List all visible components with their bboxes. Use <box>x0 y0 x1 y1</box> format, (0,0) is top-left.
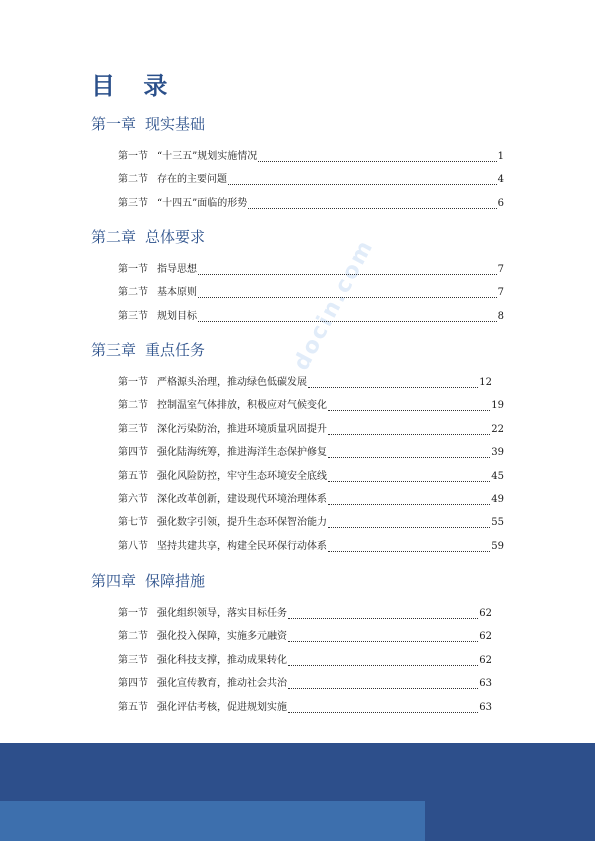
toc-entry[interactable] <box>118 421 504 437</box>
chapter-heading[interactable] <box>91 340 205 360</box>
section-title: 强化数字引领，提升生态环保智治能力 <box>157 517 327 529</box>
section-title: 强化陆海统筹，推进海洋生态保护修复 <box>157 447 327 459</box>
page-title: 目 录 <box>91 72 178 100</box>
section-title: 指导思想 <box>157 264 197 275</box>
section-number: 第一节 <box>118 608 148 619</box>
section-title: 强化风险防控，牢守生态环境安全底线 <box>157 470 327 482</box>
section-number: 第四节 <box>118 678 148 690</box>
toc-entry[interactable] <box>118 148 504 164</box>
section-number: 第一节 <box>118 151 148 162</box>
toc-entry[interactable] <box>118 605 492 621</box>
page-number: 49 <box>491 494 504 505</box>
dot-leader <box>198 289 497 298</box>
page-number: 62 <box>479 631 492 643</box>
dot-leader <box>328 519 490 528</box>
dot-leader <box>328 473 490 482</box>
toc-entry[interactable] <box>118 628 492 644</box>
page-number: 7 <box>497 287 504 299</box>
chapter-title: 总体要求 <box>145 228 206 246</box>
dot-leader <box>328 496 490 505</box>
section-number: 第二节 <box>118 400 148 412</box>
section-number: 第三节 <box>118 423 148 435</box>
toc-entry[interactable] <box>118 374 492 390</box>
page-number: 62 <box>479 654 492 666</box>
dot-leader <box>328 449 490 458</box>
section-title: 坚持共建共享，构建全民环保行动体系 <box>157 540 327 552</box>
section-title: 严格源头治理，推动绿色低碳发展 <box>157 377 307 388</box>
chapter-title: 重点任务 <box>145 341 206 359</box>
dot-leader <box>248 200 496 209</box>
section-title: “十四五”面临的形势 <box>157 197 248 209</box>
dot-leader <box>288 610 478 619</box>
toc-entry[interactable] <box>118 171 504 187</box>
toc-entry[interactable] <box>118 514 504 530</box>
section-title: 强化投入保障，实施多元融资 <box>157 631 287 643</box>
section-number: 第三节 <box>118 310 148 322</box>
chapter-title: 保障措施 <box>145 572 206 590</box>
toc-entry[interactable] <box>118 652 492 668</box>
section-number: 第七节 <box>118 517 148 529</box>
section-title: 基本原则 <box>157 287 197 299</box>
page-number: 45 <box>491 470 504 482</box>
page-number: 55 <box>491 517 504 529</box>
toc-entry[interactable] <box>118 444 504 460</box>
chapter-heading[interactable] <box>91 571 205 591</box>
page-number: 22 <box>491 423 504 435</box>
chapter-number: 第一章 <box>91 115 137 133</box>
chapter-heading[interactable] <box>91 227 205 247</box>
toc-entry[interactable] <box>118 261 504 277</box>
dot-leader <box>288 680 478 689</box>
page-number: 12 <box>479 377 492 388</box>
dot-leader <box>288 657 478 666</box>
page-number: 63 <box>479 678 492 690</box>
section-number: 第二节 <box>118 631 148 643</box>
toc-entry[interactable] <box>118 308 504 324</box>
dot-leader <box>308 379 478 388</box>
section-title: 强化组织领导，落实目标任务 <box>157 608 287 619</box>
toc-entry[interactable] <box>118 397 504 413</box>
section-title: 规划目标 <box>157 310 197 322</box>
page-number: 62 <box>479 608 492 619</box>
page-number: 8 <box>497 310 504 322</box>
section-title: 强化评估考核，促进规划实施 <box>157 701 287 713</box>
section-number: 第五节 <box>118 701 148 713</box>
dot-leader <box>258 153 496 162</box>
section-title: 强化宣传教育，推动社会共治 <box>157 678 287 690</box>
chapter-title: 现实基础 <box>145 115 206 133</box>
page-number: 63 <box>479 701 492 713</box>
section-title: 强化科技支撑，推动成果转化 <box>157 654 287 666</box>
page-number: 4 <box>497 174 504 186</box>
section-number: 第一节 <box>118 264 148 275</box>
toc-entry[interactable] <box>118 284 504 300</box>
page-number: 59 <box>491 540 504 552</box>
dot-leader <box>328 543 490 552</box>
section-number: 第八节 <box>118 540 148 552</box>
toc-entry[interactable] <box>118 538 504 554</box>
page-number: 39 <box>491 447 504 459</box>
footer-band-accent <box>0 801 425 841</box>
section-number: 第三节 <box>118 654 148 666</box>
dot-leader <box>198 266 497 275</box>
toc-entry[interactable] <box>118 195 504 211</box>
toc-entry[interactable] <box>118 699 492 715</box>
section-title: 深化污染防治，推进环境质量巩固提升 <box>157 423 327 435</box>
dot-leader <box>288 704 478 713</box>
chapter-number: 第二章 <box>91 228 137 246</box>
section-title: 深化改革创新，建设现代环境治理体系 <box>157 494 327 505</box>
toc-entry[interactable] <box>118 675 492 691</box>
section-number: 第五节 <box>118 470 148 482</box>
chapter-heading[interactable] <box>91 114 205 134</box>
section-number: 第四节 <box>118 447 148 459</box>
section-number: 第六节 <box>118 494 148 505</box>
section-number: 第一节 <box>118 377 148 388</box>
toc-entry[interactable] <box>118 491 504 507</box>
section-number: 第二节 <box>118 174 148 186</box>
page-number: 1 <box>497 151 504 162</box>
page-number: 7 <box>497 264 504 275</box>
chapter-number: 第四章 <box>91 572 137 590</box>
dot-leader <box>328 426 490 435</box>
page-number: 6 <box>497 197 504 209</box>
section-title: “十三五”规划实施情况 <box>157 151 258 162</box>
toc-entry[interactable] <box>118 468 504 484</box>
section-number: 第二节 <box>118 287 148 299</box>
section-title: 存在的主要问题 <box>157 174 227 186</box>
chapter-number: 第三章 <box>91 341 137 359</box>
watermark: docin.com <box>289 235 379 375</box>
dot-leader <box>198 313 497 322</box>
page-number: 19 <box>491 400 504 412</box>
dot-leader <box>328 402 490 411</box>
section-number: 第三节 <box>118 197 148 209</box>
dot-leader <box>228 176 497 185</box>
section-title: 控制温室气体排放，积极应对气候变化 <box>157 400 327 412</box>
dot-leader <box>288 633 478 642</box>
